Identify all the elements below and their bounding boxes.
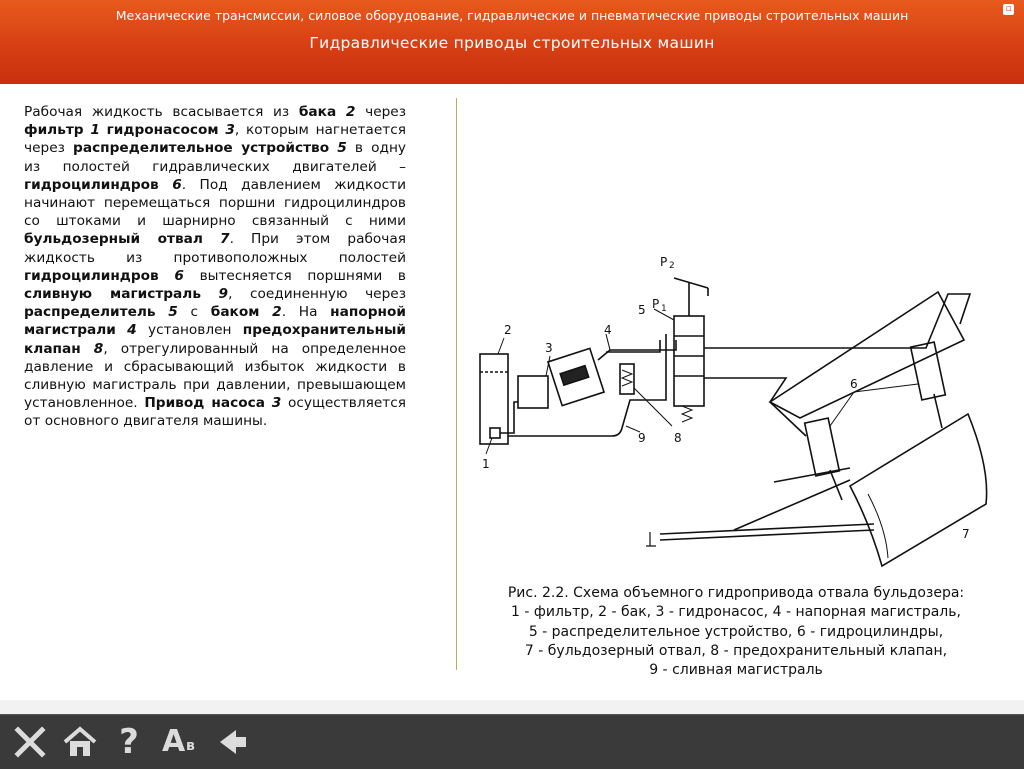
home-button[interactable] (62, 725, 98, 759)
ref-number: 8 (93, 340, 104, 357)
blade-curve (868, 494, 888, 558)
relief-valve (620, 364, 634, 394)
ref-number: 2 (272, 304, 282, 321)
ground-hinge (646, 532, 656, 546)
cylinder-rod (934, 394, 942, 428)
term: предохранительный клапан (24, 322, 406, 357)
ref-number: 4 (127, 322, 137, 339)
header (0, 0, 1024, 84)
course-title: Механические трансмиссии, силовое оборудование, гидравлические и пневматические приводы строительных машин (115, 8, 909, 23)
ref-number: 5 (337, 140, 347, 157)
ref-number: 7 (220, 231, 230, 248)
relief-spring (622, 370, 632, 386)
lesson-text: Рабочая жидкость всасывается из бака 2 через фильтр 1 гидронасосом 3, которым нагнетается через распределительное устройство 5 в одну из полостей гидравлических двигателей – гидроцилиндров 6. Под давлением жидкости начинают перемещаться поршни гидроцилиндров со штоками и шарнирно связанный с ними бульдозерный отвал 7. При этом рабочая жидкость из противоположных полостей гидроцилиндров 6 вытесняется поршнями в сливную магистраль 9, соединенную через распределитель 5 с баком 2. На напорной магистрали 4 установлен предохранительный клапан 8, отрегулированный на определенное давление и сбрасывающий избыток жидкости в сливную магистраль при давлении, превышающем установленное. Привод насоса 3 осуществляется от основного двигателя машины. (24, 104, 407, 430)
term: Привод насоса (144, 395, 265, 412)
close-icon (12, 725, 48, 759)
term: гидроцилиндров (24, 267, 159, 284)
label-8: 8 (674, 431, 682, 445)
distributor (674, 316, 704, 406)
term: бульдозерный отвал (24, 231, 203, 248)
term: баком (210, 304, 260, 321)
ref-number: 6 (174, 267, 184, 284)
term: напорной магистрали (24, 304, 406, 339)
font-size-icon: A в (162, 724, 195, 759)
lever (674, 278, 708, 288)
push-brace (734, 480, 850, 530)
caption-line: 7 - бульдозерный отвал, 8 - предохранительный клапан, (524, 642, 948, 659)
column-divider (456, 98, 457, 670)
caption-line: 9 - сливная магистраль (649, 662, 823, 679)
pump-piston (560, 366, 588, 385)
footer-gap (0, 700, 1024, 714)
cylinder-line-a (704, 294, 970, 348)
back-arrow-icon (216, 725, 252, 759)
label-2: 2 (504, 323, 512, 337)
push-arm (660, 524, 874, 534)
term: бака (298, 104, 337, 120)
ref-number: 9 (218, 286, 229, 303)
term: гидронасосом (106, 122, 219, 139)
help-button[interactable] (114, 722, 144, 762)
blade (850, 414, 987, 566)
caption-line: 5 - распределительное устройство, 6 - гидроцилиндры, (528, 623, 944, 640)
term: сливную магистраль (24, 286, 201, 303)
window-icon[interactable]: ▫ (1003, 4, 1014, 15)
label-p2-sub: 2 (669, 261, 675, 271)
term: фильтр (24, 122, 84, 139)
label-9: 9 (638, 431, 646, 445)
home-icon (62, 725, 98, 759)
cylinder-leader (830, 392, 854, 426)
section-title: Гидравлические приводы строительных машин (309, 34, 715, 52)
filter (490, 428, 500, 438)
label-3: 3 (545, 341, 553, 355)
caption-line: 1 - фильтр, 2 - бак, 3 - гидронасос, 4 - напорная магистраль, (511, 604, 961, 621)
term: распределитель (24, 304, 156, 321)
distributor-spring (682, 406, 692, 422)
cylinder (805, 418, 840, 476)
tank-leader (498, 338, 504, 354)
label-6: 6 (850, 377, 858, 391)
label-p1-sub: 1 (661, 304, 667, 314)
content-area (0, 84, 1024, 714)
label-4: 4 (604, 323, 612, 337)
font-size-button[interactable] (162, 725, 202, 759)
label-1: 1 (482, 457, 490, 471)
bottom-toolbar (0, 714, 1024, 769)
label-p1: P (652, 297, 660, 311)
cylinder-line-b (704, 378, 806, 436)
pump (518, 376, 548, 408)
label-5: 5 (638, 303, 646, 317)
help-icon: ? (119, 722, 139, 762)
ref-number: 5 (168, 304, 178, 321)
suction-line (500, 402, 518, 433)
filter-leader (486, 438, 492, 454)
label-p2: P (660, 255, 668, 269)
term: распределительное устройство (73, 140, 330, 157)
label-7: 7 (962, 527, 970, 541)
term: гидроцилиндров (24, 176, 159, 193)
hydraulic-schematic (470, 164, 1010, 588)
ref-number: 6 (172, 176, 182, 193)
push-arm (660, 530, 874, 540)
ref-number: 1 (90, 122, 100, 139)
ref-number: 3 (271, 395, 282, 412)
ref-number: 3 (225, 122, 235, 139)
push-strut (774, 468, 850, 482)
figure-caption (478, 584, 994, 680)
ref-number: 2 (345, 104, 356, 120)
back-button[interactable] (216, 725, 252, 759)
caption-line: Рис. 2.2. Схема объемного гидропривода отвала бульдозера: (507, 585, 965, 601)
close-button[interactable] (12, 725, 48, 759)
